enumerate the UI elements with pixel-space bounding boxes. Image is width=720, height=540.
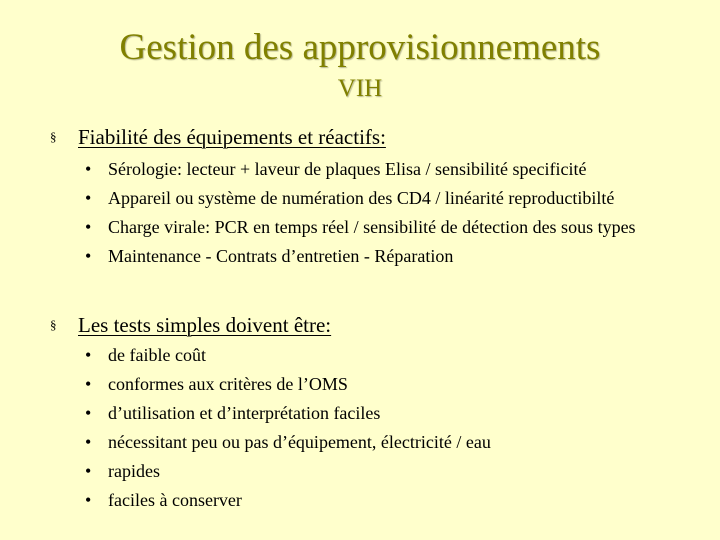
list-item [50,343,668,367]
bullet-icon: • [85,188,92,208]
bullet-icon: • [85,246,92,266]
slide-title: Gestion des approvisionnements [119,27,601,68]
list-item [50,372,668,396]
section-bullet-icon: § [50,129,57,144]
list-item [50,401,668,425]
bullet-icon: • [85,159,92,179]
bullet-icon: • [85,217,92,237]
section-heading-text: Fiabilité des équipements et réactifs: [78,125,386,149]
list-item-text: Charge virale: PCR en temps réel / sensibilité de détection des sous types [108,217,636,237]
section-bullet-icon: § [50,317,57,332]
list-item-text: faciles à conserver [108,490,242,510]
section-simple-tests [50,312,690,512]
section-heading [50,312,690,338]
list-item [50,215,668,239]
section-equipment-reliability [50,124,690,268]
bullet-list [50,157,690,268]
list-item-text: Maintenance - Contrats d’entretien - Réparation [108,246,454,266]
slide-subtitle: VIH [337,75,383,102]
list-item-text: conformes aux critères de l’OMS [108,374,348,394]
list-item-text: rapides [108,461,160,481]
bullet-list [50,343,690,512]
bullet-icon: • [85,345,92,365]
bullet-icon: • [85,432,92,452]
list-item-text: nécessitant peu ou pas d’équipement, électricité / eau [108,432,491,452]
list-item-text: d’utilisation et d’interprétation faciles [108,403,381,423]
list-item [50,488,668,512]
list-item-text: Appareil ou système de numération des CD4 / linéarité reproductibilté [108,188,615,208]
list-item [50,244,668,268]
section-heading [50,124,690,150]
list-item [50,430,668,454]
list-item [50,186,668,210]
list-item [50,459,668,483]
bullet-icon: • [85,403,92,423]
bullet-icon: • [85,490,92,510]
list-item [50,157,668,181]
section-heading-text: Les tests simples doivent être: [78,313,332,337]
list-item-text: Sérologie: lecteur + laveur de plaques Elisa / sensibilité specificité [108,159,587,179]
list-item-text: de faible coût [108,345,206,365]
bullet-icon: • [85,374,92,394]
bullet-icon: • [85,461,92,481]
